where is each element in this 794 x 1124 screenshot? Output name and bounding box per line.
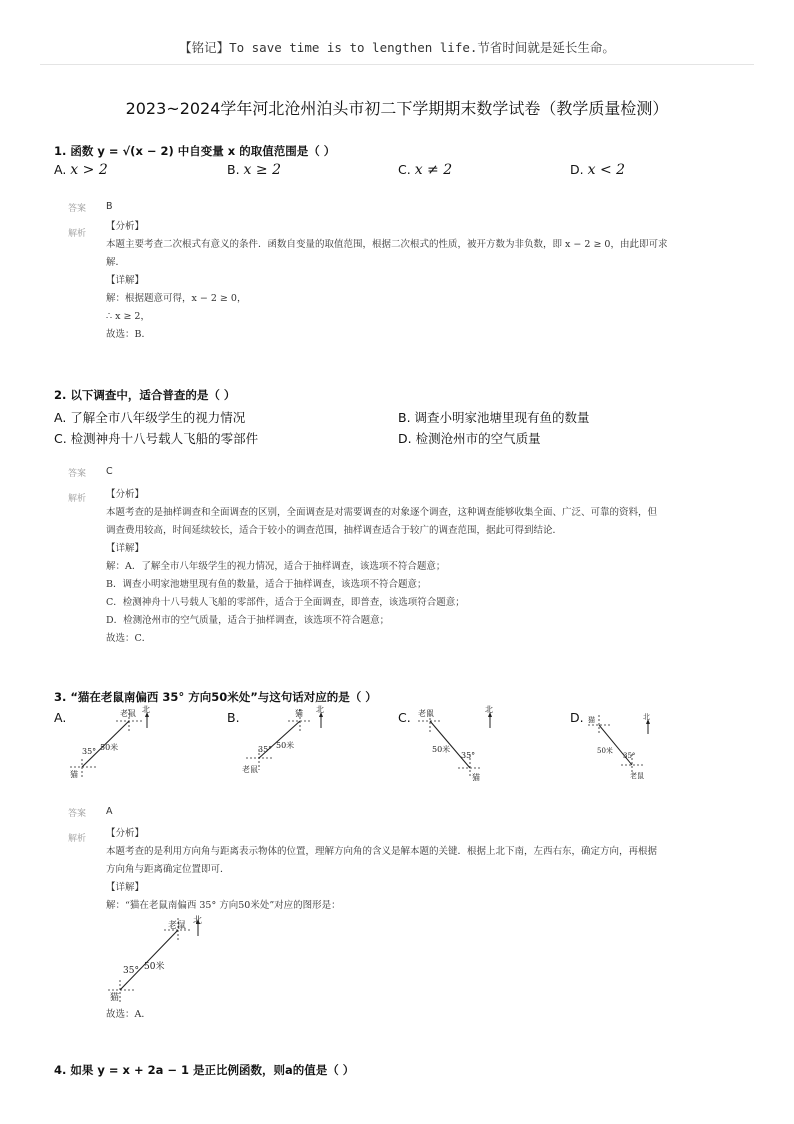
option-math: x ≠ 2 <box>414 162 453 178</box>
angle-label: 35° <box>258 745 273 754</box>
option-math: x > 2 <box>70 162 108 178</box>
analysis-line: 【分析】 <box>106 221 145 232</box>
q3-analysis-label: 解析 <box>68 834 87 844</box>
q4-stem: 4. 如果 y = x + 2a − 1 是正比例函数，则a的值是（ ） <box>54 1063 355 1077</box>
option-letter: A. <box>54 162 67 177</box>
angle-label: 35° <box>123 966 139 976</box>
header-divider <box>40 64 754 65</box>
cat-label: 猫 <box>588 716 595 724</box>
analysis-line: 【详解】 <box>106 882 145 893</box>
option-letter: C. <box>398 162 411 177</box>
q1-option-d[interactable] <box>570 162 625 178</box>
cat-label: 猫 <box>110 993 120 1003</box>
q1-answer: B <box>106 201 113 212</box>
q3-stem: 3. “猫在老鼠南偏西 35° 方向50米处”与这句话对应的是（ ） <box>54 690 377 704</box>
cat-label: 猫 <box>70 770 78 779</box>
q2-option-a[interactable]: A. 了解全市八年级学生的视力情况 <box>54 410 246 425</box>
q1-stem: 1. 函数 y = √(x − 2) 中自变量 x 的取值范围是（ ） <box>54 144 336 158</box>
north-label: 北 <box>643 713 650 721</box>
analysis-line: 故选：B． <box>106 329 151 340</box>
analysis-line: 本题考查的是利用方向角与距离表示物体的位置，理解方向角的含义是解本题的关键．根据上北下南，左西右东，确定方向，再根据 <box>106 846 658 857</box>
q1-option-b[interactable] <box>227 162 281 178</box>
mouse-label: 老鼠 <box>168 921 187 931</box>
q2-stem: 2. 以下调查中，适合普查的是（ ） <box>54 388 236 402</box>
q2-option-b[interactable]: B. 调查小明家池塘里现有鱼的数量 <box>398 410 590 425</box>
distance-label: 50米 <box>144 962 165 972</box>
analysis-line: 解：“猫在老鼠南偏西 35° 方向50米处”对应的图形是： <box>106 900 341 911</box>
q2-option-c[interactable]: C. 检测神舟十八号载人飞船的零部件 <box>54 431 259 446</box>
option-math: x ≥ 2 <box>243 162 281 178</box>
analysis-line: 本题主要考查二次根式有意义的条件．函数自变量的取值范围，根据二次根式的性质，被开方数为非负数，即 x − 2 ≥ 0，由此即可求 <box>106 239 668 250</box>
mouse-label: 老鼠 <box>120 709 136 718</box>
north-label: 北 <box>193 916 203 926</box>
q1-option-c[interactable] <box>398 162 452 178</box>
q3-diagram-d <box>582 708 672 784</box>
q3-option-b[interactable]: B. <box>227 710 240 725</box>
q3-analysis <box>106 825 657 915</box>
q3-diagram-a <box>64 702 174 784</box>
q3-conclusion: 故选：A． <box>106 1009 151 1020</box>
q3-answer: A <box>106 806 113 817</box>
angle-label: 35° <box>461 751 476 760</box>
analysis-line: 【分析】 <box>106 828 145 839</box>
q1-answer-label: 答案 <box>68 204 87 214</box>
option-math: x < 2 <box>587 162 626 178</box>
mouse-label: 老鼠 <box>418 709 434 718</box>
analysis-line: D．检测沧州市的空气质量，适合于抽样调查，该选项不符合题意； <box>106 615 390 626</box>
analysis-line: 方向角与距离确定位置即可． <box>106 864 230 875</box>
angle-label: 35° <box>82 747 97 756</box>
angle-label: 35° <box>623 752 636 760</box>
q2-answer-label: 答案 <box>68 469 87 479</box>
distance-label: 50米 <box>276 741 295 750</box>
q1-analysis-label: 解析 <box>68 229 87 239</box>
north-label: 北 <box>142 705 150 714</box>
analysis-line: 解． <box>106 257 126 268</box>
q1-option-a[interactable] <box>54 162 108 178</box>
distance-label: 50米 <box>597 747 613 755</box>
q3-diagram-b <box>236 702 346 784</box>
q2-analysis-label: 解析 <box>68 494 87 504</box>
q3-option-c[interactable]: C. <box>398 710 411 725</box>
distance-label: 50米 <box>100 743 119 752</box>
page-title: 2023~2024学年河北沧州泊头市初二下学期期末数学试卷（教学质量检测） <box>125 99 669 118</box>
analysis-line: 解：A．了解全市八年级学生的视力情况，适合于抽样调查，该选项不符合题意； <box>106 561 446 572</box>
q3-answer-label: 答案 <box>68 809 87 819</box>
q1-analysis <box>106 218 667 344</box>
analysis-line: 【分析】 <box>106 489 145 500</box>
north-label: 北 <box>316 705 324 714</box>
analysis-line: 调查费用较高，时间延续较长，适合于较小的调查范围，抽样调查适合于较广的调查范围，据此可得到结论． <box>106 525 563 536</box>
q3-option-d[interactable]: D. <box>570 710 584 725</box>
mouse-label: 老鼠 <box>630 772 644 780</box>
analysis-line: 【详解】 <box>106 543 145 554</box>
option-letter: B. <box>227 162 240 177</box>
analysis-line: 【详解】 <box>106 275 145 286</box>
motto: 【铭记】To save time is to lengthen life.节省时间就是延长生命。 <box>179 40 615 55</box>
analysis-line: B．调查小明家池塘里现有鱼的数量，适合于抽样调查，该选项不符合题意； <box>106 579 427 590</box>
distance-label: 50米 <box>432 745 451 754</box>
option-letter: D. <box>570 162 584 177</box>
q3-option-a[interactable]: A. <box>54 710 67 725</box>
q2-analysis <box>106 486 657 648</box>
analysis-line: 本题考查的是抽样调查和全面调查的区别，全面调查是对需要调查的对象逐个调查，这种调查能够收集全面、广泛、可靠的资料，但 <box>106 507 658 518</box>
analysis-line: ∴ x ≥ 2， <box>106 311 150 322</box>
analysis-line: C．检测神舟十八号载人飞船的零部件，适合于全面调查，即普查，该选项符合题意； <box>106 597 465 608</box>
mouse-label: 老鼠 <box>242 765 258 774</box>
q2-option-d[interactable]: D. 检测沧州市的空气质量 <box>398 431 541 446</box>
q3-solution-diagram <box>106 912 226 1008</box>
q3-diagram-c <box>408 702 518 784</box>
analysis-line: 故选：C． <box>106 633 152 644</box>
q2-answer: C <box>106 466 113 477</box>
north-label: 北 <box>485 705 493 714</box>
cat-label: 猫 <box>472 773 480 782</box>
analysis-line: 解：根据题意可得，x − 2 ≥ 0， <box>106 293 247 304</box>
cat-label: 猫 <box>295 709 303 718</box>
